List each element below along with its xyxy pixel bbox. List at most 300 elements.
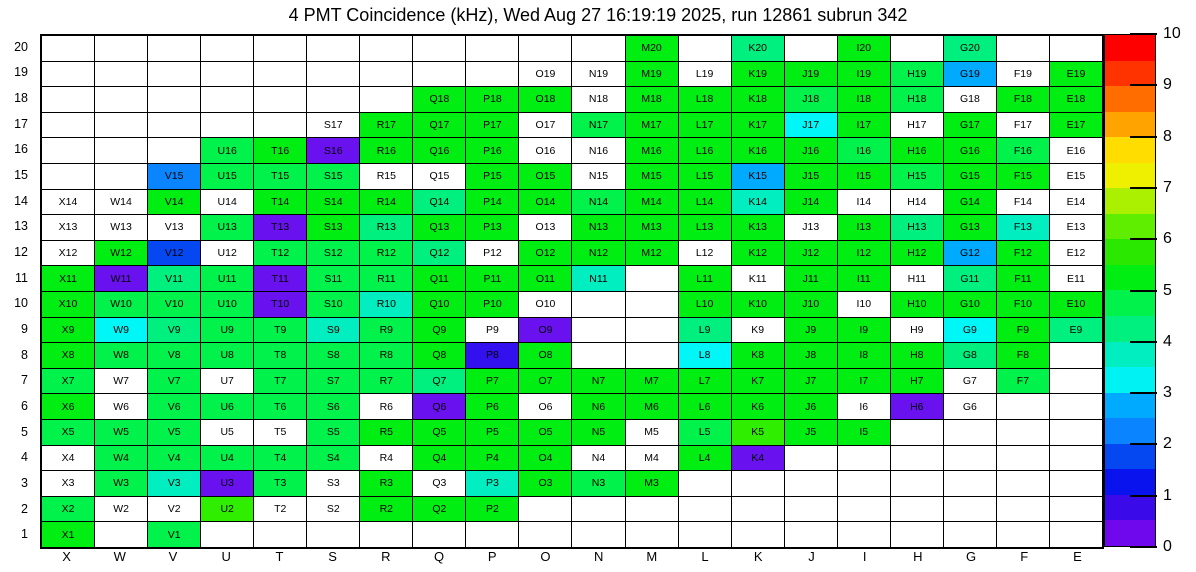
grid-cell (42, 164, 94, 189)
grid-cell (572, 292, 624, 317)
grid-cell: S10 (307, 292, 359, 317)
grid-cell: T2 (254, 497, 306, 522)
colorbar-tick-mark (1130, 238, 1157, 240)
grid-cell: T5 (254, 420, 306, 445)
grid-cell (201, 113, 253, 138)
grid-cell: H6 (891, 394, 943, 419)
grid-cell (785, 36, 837, 61)
grid-cell: Q16 (413, 138, 465, 163)
grid-cell: H8 (891, 343, 943, 368)
grid-cell: P11 (466, 266, 518, 291)
grid-cell: K20 (732, 36, 784, 61)
colorbar-segment (1105, 520, 1155, 546)
grid-cell: S12 (307, 241, 359, 266)
grid-cell: T6 (254, 394, 306, 419)
grid-cell: S17 (307, 113, 359, 138)
grid-cell: M3 (626, 471, 678, 496)
grid-cell (148, 87, 200, 112)
grid-cell (944, 522, 996, 547)
grid-cell: M6 (626, 394, 678, 419)
grid-cell (626, 292, 678, 317)
grid-cell: L6 (679, 394, 731, 419)
grid-cell: W6 (95, 394, 147, 419)
grid-cell (519, 497, 571, 522)
grid-cell (413, 522, 465, 547)
grid-cell: H19 (891, 62, 943, 87)
grid-cell: O15 (519, 164, 571, 189)
grid-cell: J7 (785, 369, 837, 394)
grid-cell: K7 (732, 369, 784, 394)
grid-cell (42, 113, 94, 138)
grid-cell (360, 62, 412, 87)
grid-cell: J16 (785, 138, 837, 163)
grid-cell: I7 (838, 369, 890, 394)
grid-cell: G13 (944, 215, 996, 240)
grid-cell: Q15 (413, 164, 465, 189)
colorbar-tick-mark (1130, 443, 1157, 445)
grid-cell: S11 (307, 266, 359, 291)
grid-cell: G12 (944, 241, 996, 266)
grid-cell: P15 (466, 164, 518, 189)
colorbar-tick-label: 7 (1163, 178, 1172, 196)
grid-cell (201, 522, 253, 547)
grid-cell (891, 446, 943, 471)
grid-cell: L12 (679, 241, 731, 266)
grid-cell: K16 (732, 138, 784, 163)
grid-cell: R14 (360, 190, 412, 215)
col-label: V (168, 549, 178, 564)
grid-cell: U4 (201, 446, 253, 471)
grid-cell: V5 (148, 420, 200, 445)
grid-cell (891, 522, 943, 547)
grid-cell: K11 (732, 266, 784, 291)
grid-cell (572, 343, 624, 368)
grid-cell: H10 (891, 292, 943, 317)
grid-cell: X1 (42, 522, 94, 547)
grid-cell: W11 (95, 266, 147, 291)
grid-cell: F18 (997, 87, 1049, 112)
grid-cell (679, 522, 731, 547)
grid-cell: J18 (785, 87, 837, 112)
grid-cell: M7 (626, 369, 678, 394)
grid-cell: S13 (307, 215, 359, 240)
grid-cell: P4 (466, 446, 518, 471)
grid-cell (42, 36, 94, 61)
grid-cell: G16 (944, 138, 996, 163)
grid-cell (1050, 369, 1102, 394)
grid-cell: T10 (254, 292, 306, 317)
grid-cell: N12 (572, 241, 624, 266)
grid-cell: V7 (148, 369, 200, 394)
grid-cell: L4 (679, 446, 731, 471)
row-label: 14 (14, 193, 28, 208)
grid-cell: H13 (891, 215, 943, 240)
grid-cell: P3 (466, 471, 518, 496)
grid-cell (95, 522, 147, 547)
grid-cell: Q7 (413, 369, 465, 394)
row-label: 3 (21, 475, 28, 490)
col-label: T (275, 549, 284, 564)
grid-cell (1050, 471, 1102, 496)
colorbar-tick-label: 2 (1163, 435, 1172, 453)
grid-cell: K15 (732, 164, 784, 189)
grid-cell (785, 497, 837, 522)
grid-cell: L9 (679, 318, 731, 343)
colorbar-tick-label: 0 (1163, 538, 1172, 555)
grid-cell: L16 (679, 138, 731, 163)
grid-cell: N15 (572, 164, 624, 189)
grid-cell: X4 (42, 446, 94, 471)
grid-cell: L14 (679, 190, 731, 215)
grid-cell: R8 (360, 343, 412, 368)
row-label: 20 (14, 39, 28, 54)
grid-cell (254, 87, 306, 112)
grid-cell: E17 (1050, 113, 1102, 138)
grid-cell: F7 (997, 369, 1049, 394)
colorbar-tick-mark (1130, 187, 1157, 189)
colorbar-tick-label: 5 (1163, 281, 1172, 299)
grid-cell: R3 (360, 471, 412, 496)
colorbar-tick-mark (1130, 290, 1157, 292)
colorbar-segment (1105, 316, 1155, 342)
grid-cell: E15 (1050, 164, 1102, 189)
colorbar-segment (1105, 214, 1155, 240)
row-label: 10 (14, 296, 28, 311)
col-label: R (381, 549, 391, 564)
grid-cell: N7 (572, 369, 624, 394)
colorbar-segment (1105, 35, 1155, 61)
grid-cell: F11 (997, 266, 1049, 291)
grid-cell: J9 (785, 318, 837, 343)
grid-cell: Q9 (413, 318, 465, 343)
col-label: O (540, 549, 551, 564)
grid-cell: M13 (626, 215, 678, 240)
grid-cell: G10 (944, 292, 996, 317)
grid-cell: S5 (307, 420, 359, 445)
grid-cell: Q2 (413, 497, 465, 522)
grid-cell: I5 (838, 420, 890, 445)
grid-cell: G7 (944, 369, 996, 394)
grid-cell: V12 (148, 241, 200, 266)
grid-cell: Q14 (413, 190, 465, 215)
grid-cell: R11 (360, 266, 412, 291)
grid-cell (997, 522, 1049, 547)
grid-cell (785, 446, 837, 471)
grid-cell: G6 (944, 394, 996, 419)
grid-cell (679, 36, 731, 61)
grid-cell: Q10 (413, 292, 465, 317)
grid-cell: L15 (679, 164, 731, 189)
grid-cell (360, 522, 412, 547)
grid-cell: J5 (785, 420, 837, 445)
grid-cell: L8 (679, 343, 731, 368)
grid-cell (732, 497, 784, 522)
colorbar-segment (1105, 393, 1155, 419)
grid-cell (148, 138, 200, 163)
grid-cell (785, 471, 837, 496)
grid-cell: I14 (838, 190, 890, 215)
grid-cell: G19 (944, 62, 996, 87)
grid-cell: S9 (307, 318, 359, 343)
grid-cell: T15 (254, 164, 306, 189)
grid-cell: O9 (519, 318, 571, 343)
colorbar-tick-mark (1130, 392, 1157, 394)
grid-cell: P14 (466, 190, 518, 215)
grid-cell: E14 (1050, 190, 1102, 215)
colorbar-tick-mark (1130, 546, 1157, 548)
grid-cell: F8 (997, 343, 1049, 368)
grid-cell: S3 (307, 471, 359, 496)
grid-cell: V8 (148, 343, 200, 368)
grid-cell: W14 (95, 190, 147, 215)
grid-cell (891, 36, 943, 61)
grid-cell: E9 (1050, 318, 1102, 343)
col-label: G (965, 549, 977, 564)
colorbar-tick-label: 1 (1163, 486, 1172, 504)
grid-cell: S14 (307, 190, 359, 215)
grid-cell: P17 (466, 113, 518, 138)
grid-cell: K17 (732, 113, 784, 138)
x-axis-column-labels (40, 549, 1104, 569)
grid-cell: G14 (944, 190, 996, 215)
grid-cell (1050, 343, 1102, 368)
grid-cell: O14 (519, 190, 571, 215)
grid-cell: V13 (148, 215, 200, 240)
grid-cell: M4 (626, 446, 678, 471)
grid-cell: V3 (148, 471, 200, 496)
grid-cell: I19 (838, 62, 890, 87)
row-label: 19 (14, 65, 28, 80)
grid-cell: H14 (891, 190, 943, 215)
col-label: F (1020, 549, 1029, 564)
grid-cell: K10 (732, 292, 784, 317)
grid-cell (413, 36, 465, 61)
grid-cell: J13 (785, 215, 837, 240)
grid-cell: O17 (519, 113, 571, 138)
grid-cell: Q17 (413, 113, 465, 138)
grid-cell: E18 (1050, 87, 1102, 112)
grid-cell: G15 (944, 164, 996, 189)
grid-cell: V15 (148, 164, 200, 189)
grid-cell: L7 (679, 369, 731, 394)
col-label: P (487, 549, 497, 564)
grid-cell: H9 (891, 318, 943, 343)
grid-cell: W5 (95, 420, 147, 445)
grid-cell: Q12 (413, 241, 465, 266)
grid-cell (1050, 446, 1102, 471)
row-label: 5 (21, 424, 28, 439)
grid-cell (944, 497, 996, 522)
grid-cell: E12 (1050, 241, 1102, 266)
grid-cell (626, 318, 678, 343)
grid-cell: M16 (626, 138, 678, 163)
grid-cell (360, 87, 412, 112)
colorbar-segment (1105, 418, 1155, 444)
grid-cell: V10 (148, 292, 200, 317)
grid-cell: K5 (732, 420, 784, 445)
grid-cell: L11 (679, 266, 731, 291)
col-label: K (753, 549, 763, 564)
colorbar-segment (1105, 290, 1155, 316)
grid-cell: S6 (307, 394, 359, 419)
row-label: 18 (14, 91, 28, 106)
grid-cell: J17 (785, 113, 837, 138)
col-label: N (593, 549, 604, 564)
grid-cell: E19 (1050, 62, 1102, 87)
grid-cell: P18 (466, 87, 518, 112)
grid-cell (944, 420, 996, 445)
grid-cell (95, 164, 147, 189)
grid-cell (95, 138, 147, 163)
grid-cell: N16 (572, 138, 624, 163)
grid-cell (95, 87, 147, 112)
grid-cell (307, 62, 359, 87)
grid-cell: I16 (838, 138, 890, 163)
colorbar-tick-label: 10 (1163, 25, 1181, 42)
grid-cell: K13 (732, 215, 784, 240)
grid-cell: W13 (95, 215, 147, 240)
row-label: 16 (14, 142, 28, 157)
grid-cell: U6 (201, 394, 253, 419)
grid-cell: S4 (307, 446, 359, 471)
grid-cell: I15 (838, 164, 890, 189)
grid-cell: V6 (148, 394, 200, 419)
grid-cell (838, 522, 890, 547)
grid-cell: I6 (838, 394, 890, 419)
grid-cell: O6 (519, 394, 571, 419)
col-label: U (221, 549, 231, 564)
grid-cell: S7 (307, 369, 359, 394)
grid-cell: I12 (838, 241, 890, 266)
grid-cell: S2 (307, 497, 359, 522)
row-label: 6 (21, 399, 28, 414)
grid-cell (626, 497, 678, 522)
grid-cell (201, 87, 253, 112)
grid-cell (572, 497, 624, 522)
grid-cell: R5 (360, 420, 412, 445)
row-label: 9 (21, 322, 28, 337)
grid-cell: M19 (626, 62, 678, 87)
colorbar-segment (1105, 239, 1155, 265)
grid-cell: N4 (572, 446, 624, 471)
grid-cell (572, 36, 624, 61)
grid-cell (466, 62, 518, 87)
grid-cell (997, 471, 1049, 496)
grid-cell: N17 (572, 113, 624, 138)
grid-cell (997, 497, 1049, 522)
grid-cell (732, 522, 784, 547)
grid-cell: T4 (254, 446, 306, 471)
grid-cell: R15 (360, 164, 412, 189)
colorbar-segment (1105, 112, 1155, 138)
grid-cell (679, 471, 731, 496)
grid-cell: O13 (519, 215, 571, 240)
colorbar-segment (1105, 86, 1155, 112)
grid-cell (95, 113, 147, 138)
grid-cell: H12 (891, 241, 943, 266)
grid-cell: V4 (148, 446, 200, 471)
grid-cell: U15 (201, 164, 253, 189)
grid-cell: X6 (42, 394, 94, 419)
grid-cell: I11 (838, 266, 890, 291)
grid-cell (679, 497, 731, 522)
grid-cell: Q18 (413, 87, 465, 112)
grid-cell: M20 (626, 36, 678, 61)
grid-cell: W12 (95, 241, 147, 266)
colorbar-segment (1105, 495, 1155, 521)
grid-cell: U2 (201, 497, 253, 522)
grid-cell: I10 (838, 292, 890, 317)
col-label: E (1073, 549, 1082, 564)
grid-cell (519, 36, 571, 61)
grid-cell: X10 (42, 292, 94, 317)
col-label: S (328, 549, 337, 564)
grid-cell: F19 (997, 62, 1049, 87)
colorbar-segment (1105, 265, 1155, 291)
grid-cell: R12 (360, 241, 412, 266)
grid-cell (572, 318, 624, 343)
grid-cell: O16 (519, 138, 571, 163)
grid-cell (466, 522, 518, 547)
grid-cell: W8 (95, 343, 147, 368)
grid-cell (307, 87, 359, 112)
grid-cell (626, 266, 678, 291)
grid-cell (997, 446, 1049, 471)
grid-cell: L5 (679, 420, 731, 445)
grid-cell: R10 (360, 292, 412, 317)
grid-cell: F12 (997, 241, 1049, 266)
grid-cell: X3 (42, 471, 94, 496)
grid-cell: P10 (466, 292, 518, 317)
grid-cell: I8 (838, 343, 890, 368)
colorbar-segment (1105, 469, 1155, 495)
grid-cell (997, 36, 1049, 61)
grid-cell: U16 (201, 138, 253, 163)
row-label: 4 (21, 450, 28, 465)
grid-cell: K8 (732, 343, 784, 368)
grid-cell: U14 (201, 190, 253, 215)
grid-cell (254, 522, 306, 547)
col-label: Q (433, 549, 445, 564)
grid-cell (201, 62, 253, 87)
grid-cell: J6 (785, 394, 837, 419)
grid-cell: G17 (944, 113, 996, 138)
row-label: 7 (21, 373, 28, 388)
grid-cell (572, 522, 624, 547)
grid-cell: F17 (997, 113, 1049, 138)
grid-cell: U10 (201, 292, 253, 317)
grid-cell: U5 (201, 420, 253, 445)
grid-cell: O5 (519, 420, 571, 445)
grid-cell: I18 (838, 87, 890, 112)
grid-cell: X5 (42, 420, 94, 445)
grid-cell: T11 (254, 266, 306, 291)
grid-cell: V9 (148, 318, 200, 343)
grid-cell: O11 (519, 266, 571, 291)
grid-cell (1050, 497, 1102, 522)
grid-cell (42, 87, 94, 112)
row-label: 12 (14, 245, 28, 260)
grid-cell: P9 (466, 318, 518, 343)
grid-cell: E13 (1050, 215, 1102, 240)
grid-cell: T13 (254, 215, 306, 240)
grid-cell: F10 (997, 292, 1049, 317)
col-label: L (701, 549, 709, 564)
row-label: 2 (21, 501, 28, 516)
grid-cell: T7 (254, 369, 306, 394)
grid-cell: X11 (42, 266, 94, 291)
grid-cell (891, 471, 943, 496)
